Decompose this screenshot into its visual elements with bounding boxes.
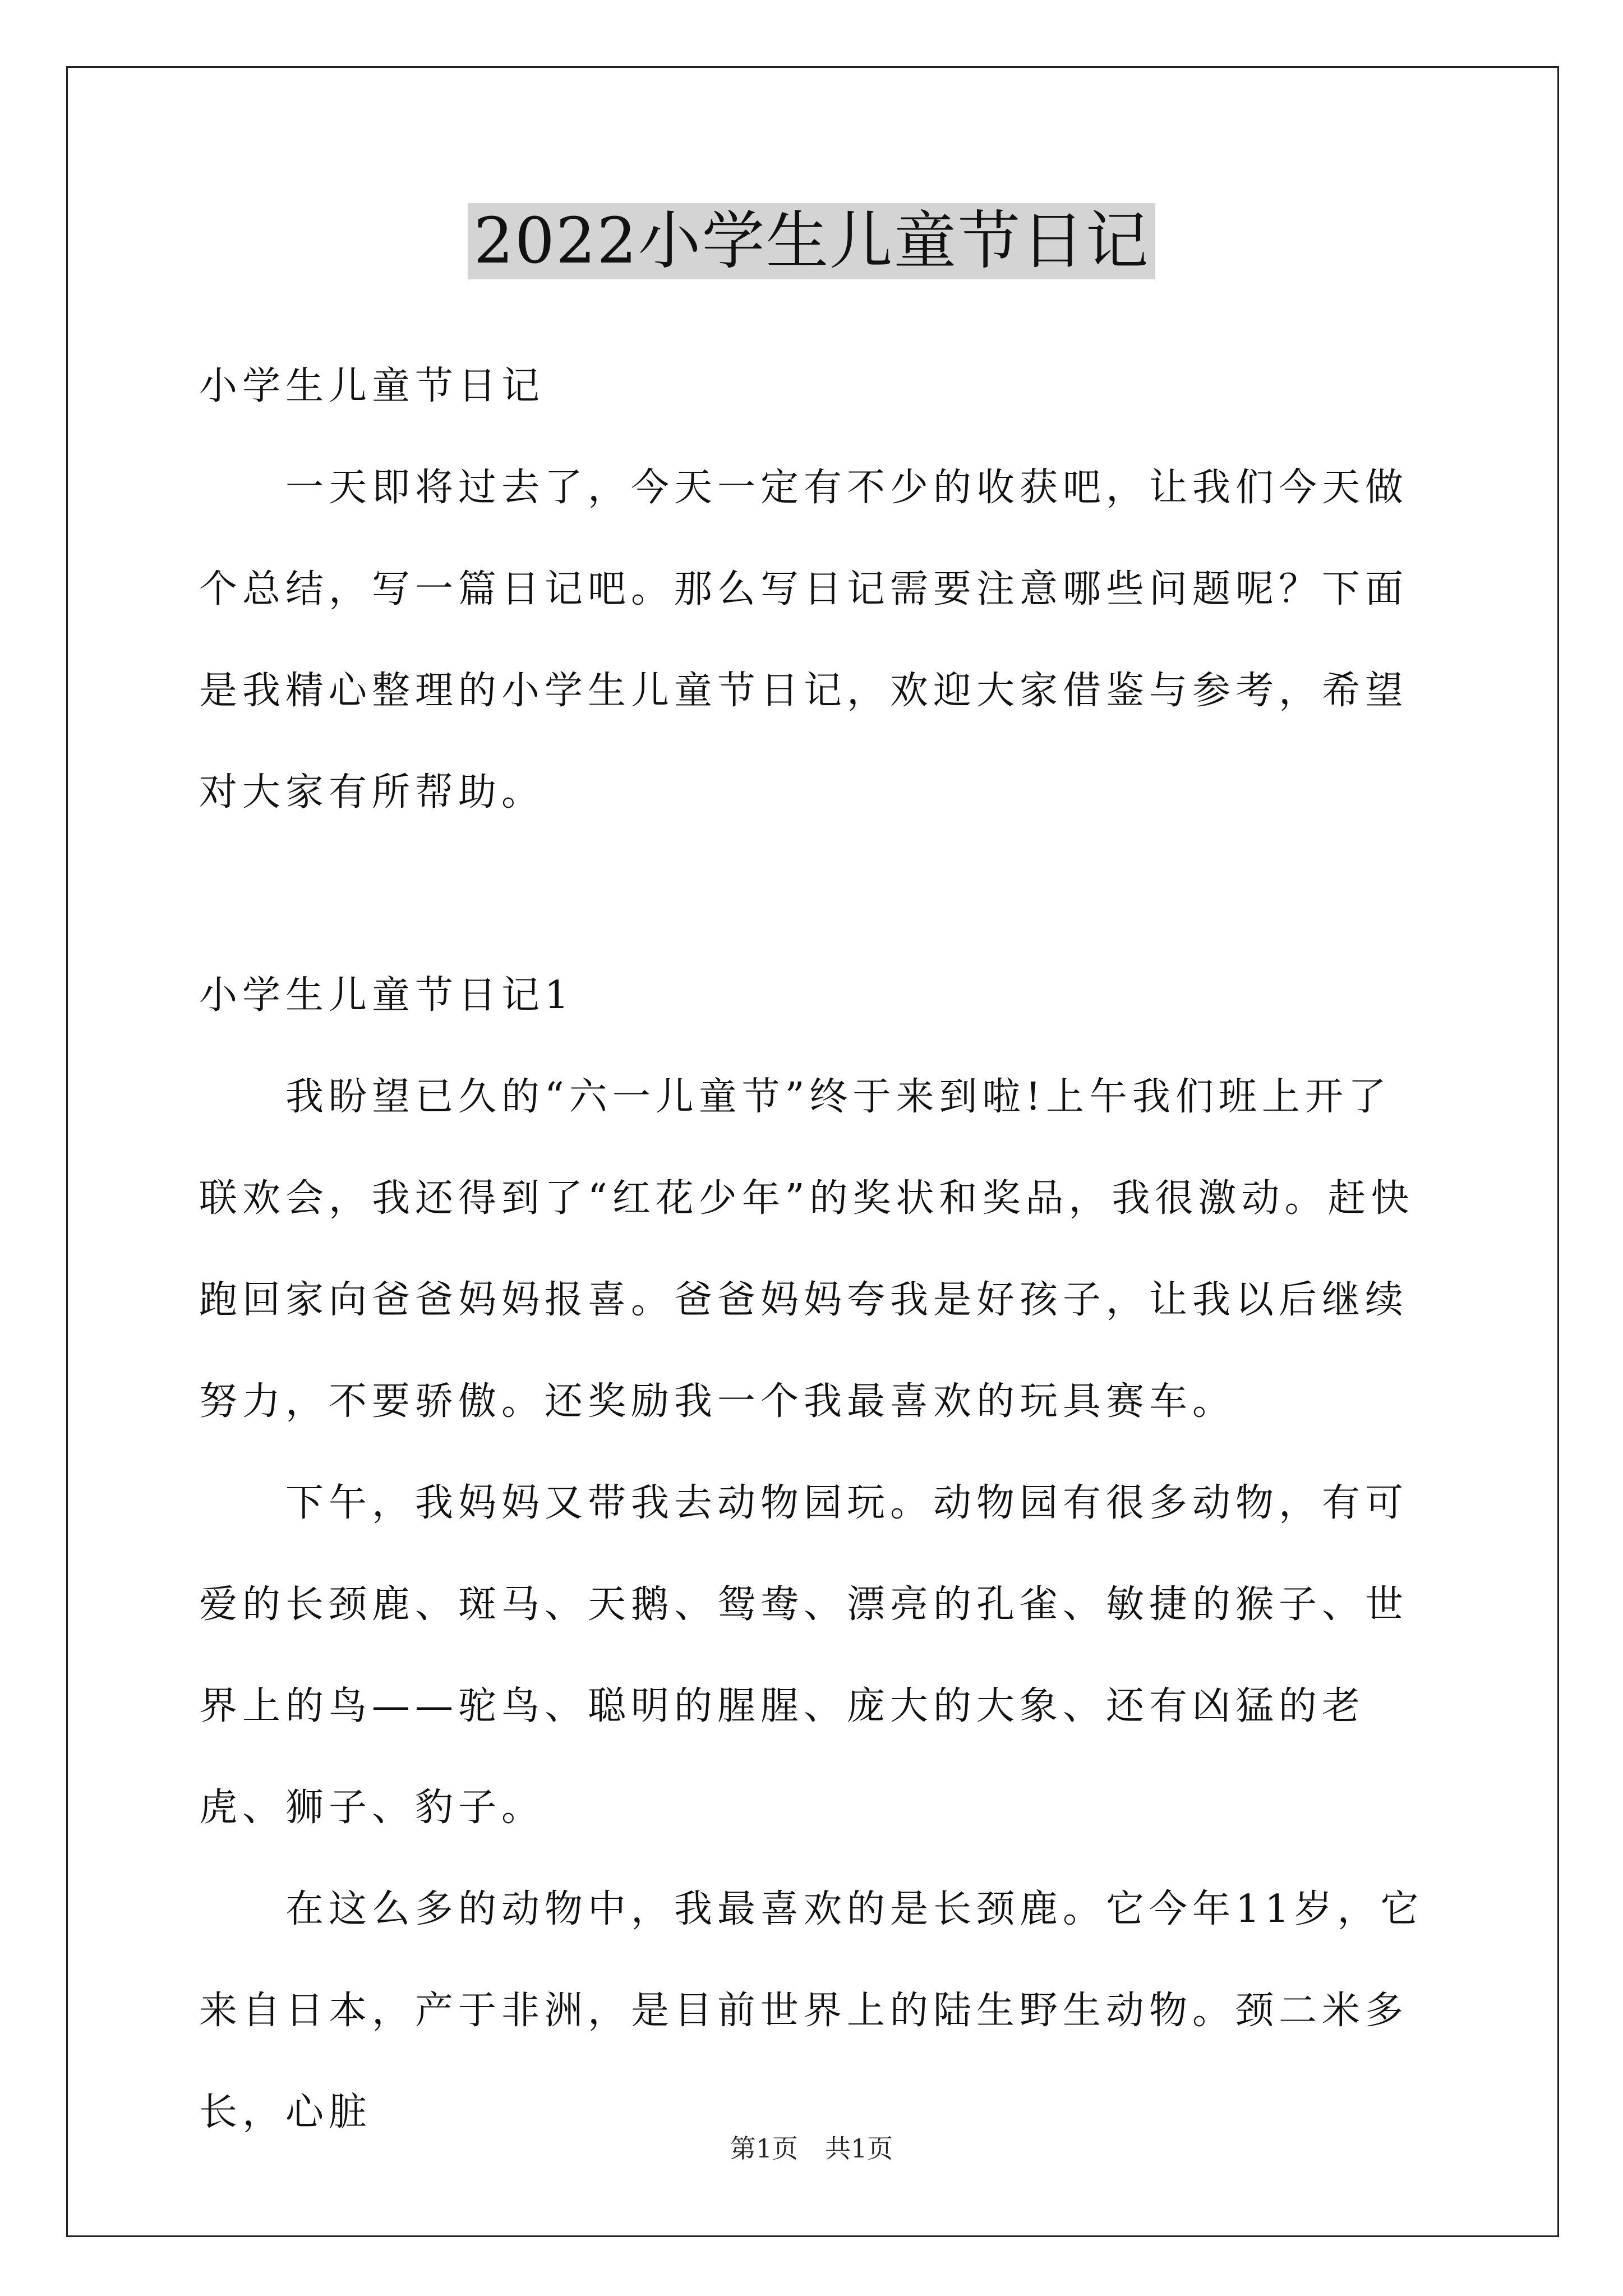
- intro-paragraph: 一天即将过去了，今天一定有不少的收获吧，让我们今天做个总结，写一篇日记吧。那么写日记需要注意哪些问题呢？下面是我精心整理的小学生儿童节日记，欢迎大家借鉴与参考，希望对大家有所帮助。: [199, 466, 1409, 815]
- document-body: [199, 335, 1433, 2163]
- page-number: 第1页: [730, 2133, 798, 2164]
- section-heading: 小学生儿童节日记1: [199, 973, 574, 1018]
- body-paragraph: 我盼望已久的“六一儿童节”终于来到啦!上午我们班上开了联欢会，我还得到了“红花少年”的奖状和奖品，我很激动。赶快跑回家向爸爸妈妈报喜。爸爸妈妈夸我是好孩子，让我以后继续努力，不要骄傲。还奖励我一个我最喜欢的玩具赛车。: [199, 1075, 1414, 1424]
- body-paragraph: 在这么多的动物中，我最喜欢的是长颈鹿。它今年11岁，它来自日本，产于非洲，是目前世界上的陆生野生动物。颈二米多长，心脏: [199, 1887, 1424, 2134]
- intro-heading: 小学生儿童节日记: [199, 364, 545, 408]
- page-total: 共1页: [825, 2133, 893, 2164]
- section-spacer: [199, 843, 1433, 945]
- body-paragraph: 下午，我妈妈又带我去动物园玩。动物园有很多动物，有可爱的长颈鹿、斑马、天鹅、鸳鸯、漂亮的孔雀、敏捷的猴子、世界上的鸟——驼鸟、聪明的腥腥、庞大的大象、还有凶猛的老虎、狮子、豹子。: [199, 1481, 1409, 1830]
- document-title: 2022小学生儿童节日记: [468, 203, 1155, 279]
- title-container: [0, 203, 1623, 279]
- page-footer: [0, 2132, 1623, 2165]
